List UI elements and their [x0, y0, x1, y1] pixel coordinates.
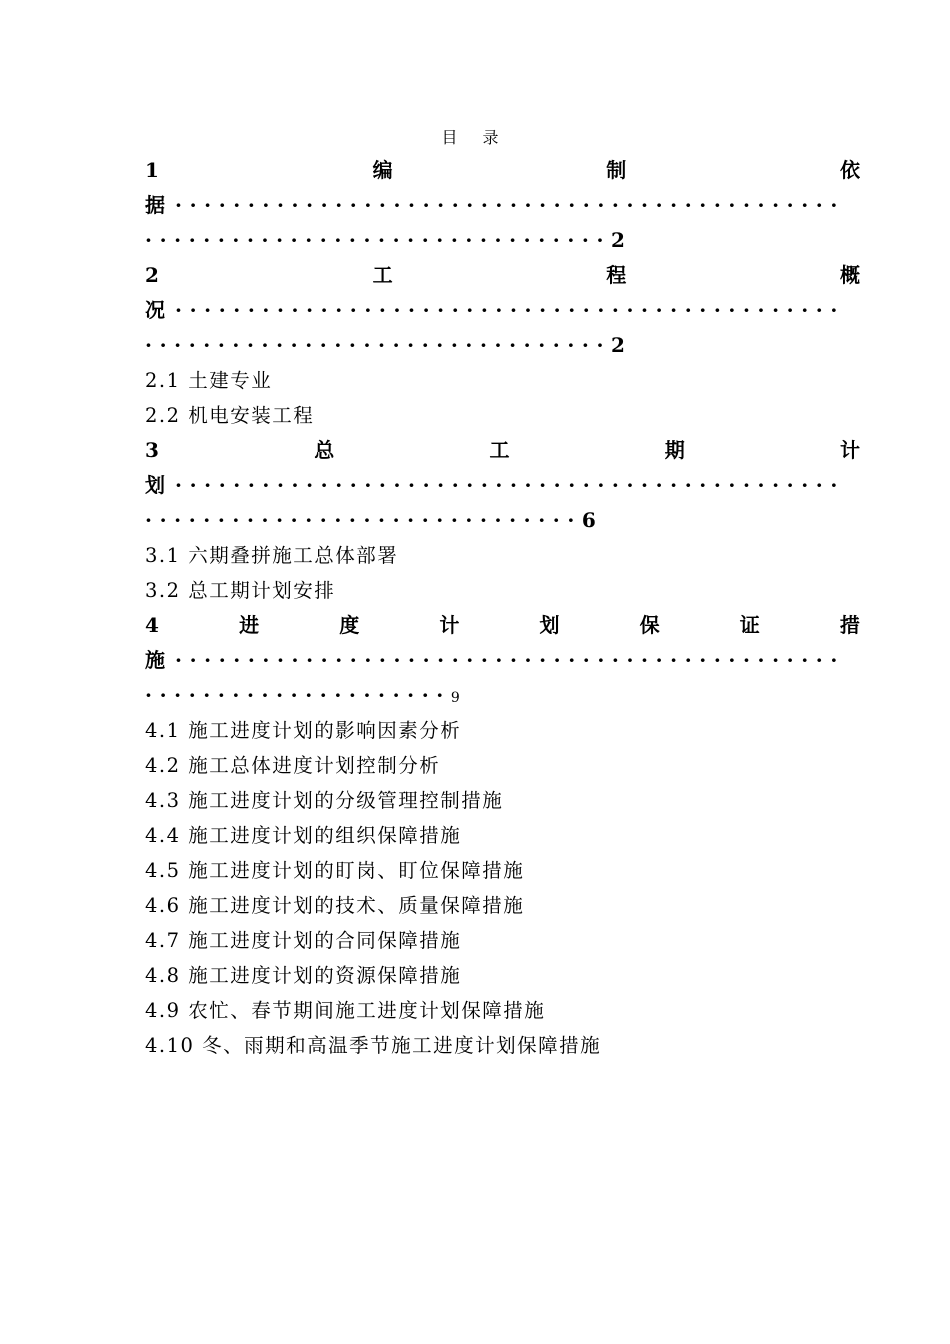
- page-number: 9: [450, 690, 460, 706]
- section-number: 1: [145, 158, 159, 182]
- toc-section-2-leader: [145, 293, 860, 328]
- section-title-char: 划: [539, 613, 560, 637]
- toc-subsection[interactable]: 4.5 施工进度计划的盯岗、盯位保障措施: [145, 859, 525, 882]
- toc-section-3-heading[interactable]: [145, 433, 860, 468]
- section-title-char: 计: [839, 438, 860, 462]
- dot-leader: ··············································: [175, 648, 845, 672]
- toc-subsection[interactable]: 4.8 施工进度计划的资源保障措施: [145, 964, 462, 987]
- toc-subsection[interactable]: 4.1 施工进度计划的影响因素分析: [145, 719, 462, 742]
- section-title-char: 期: [664, 438, 685, 462]
- section-title-char: 计: [439, 613, 460, 637]
- toc-section-1-heading[interactable]: [145, 153, 860, 188]
- section-title-tail: 据: [145, 193, 165, 217]
- toc-section-2-page-line: [145, 328, 860, 363]
- section-title-tail: 况: [145, 298, 165, 322]
- toc-subsection[interactable]: 4.2 施工总体进度计划控制分析: [145, 754, 441, 777]
- section-title-char: 度: [339, 613, 360, 637]
- section-title-char: 概: [839, 263, 860, 287]
- section-title-char: 工: [372, 263, 393, 287]
- toc-subsection[interactable]: 4.10 冬、雨期和高温季节施工进度计划保障措施: [145, 1034, 602, 1057]
- page-number: 2: [611, 333, 625, 357]
- section-title-char: 措: [839, 613, 860, 637]
- section-title-tail: 划: [145, 473, 165, 497]
- section-title-tail: 施: [145, 648, 165, 672]
- toc-title: 目 录: [441, 128, 509, 147]
- toc-section-4-heading[interactable]: [145, 608, 860, 643]
- section-title-char: 总: [314, 438, 335, 462]
- dot-leader: ································: [145, 228, 612, 252]
- toc-subsection[interactable]: 4.9 农忙、春节期间施工进度计划保障措施: [145, 999, 546, 1022]
- toc-section-1-page-line: [145, 223, 860, 258]
- dot-leader: ·····················: [145, 683, 451, 707]
- dot-leader: ································: [145, 333, 612, 357]
- toc-section-1-leader: [145, 188, 860, 223]
- toc-section-4-page-line: [145, 678, 860, 713]
- toc-subsection[interactable]: 4.6 施工进度计划的技术、质量保障措施: [145, 894, 525, 917]
- dot-leader: ··············································: [175, 473, 845, 497]
- section-title-char: 证: [739, 613, 760, 637]
- toc-section-4-leader: [145, 643, 860, 678]
- section-number: 4: [145, 613, 159, 637]
- section-title-char: 依: [839, 158, 860, 182]
- toc-subsection[interactable]: 3.2 总工期计划安排: [145, 579, 336, 602]
- section-title-char: 程: [606, 263, 627, 287]
- toc-subsection[interactable]: 4.3 施工进度计划的分级管理控制措施: [145, 789, 504, 812]
- page-number: 2: [611, 228, 625, 252]
- dot-leader: ··············································: [175, 193, 845, 217]
- toc-section-3-page-line: [145, 503, 860, 538]
- section-number: 3: [145, 438, 159, 462]
- section-title-char: 进: [239, 613, 260, 637]
- toc-subsection[interactable]: 2.2 机电安装工程: [145, 404, 315, 427]
- toc-subsection[interactable]: 3.1 六期叠拼施工总体部署: [145, 544, 399, 567]
- page-number: 6: [581, 508, 596, 532]
- section-title-char: 制: [606, 158, 627, 182]
- section-title-char: 编: [372, 158, 393, 182]
- dot-leader: ······························: [145, 508, 582, 532]
- toc-section-2-heading[interactable]: [145, 258, 860, 293]
- section-title-char: 工: [489, 438, 510, 462]
- toc-section-3-leader: [145, 468, 860, 503]
- toc-subsection[interactable]: 4.4 施工进度计划的组织保障措施: [145, 824, 462, 847]
- toc-subsection[interactable]: 2.1 土建专业: [145, 369, 273, 392]
- toc-subsection[interactable]: 4.7 施工进度计划的合同保障措施: [145, 929, 462, 952]
- section-number: 2: [145, 263, 159, 287]
- section-title-char: 保: [639, 613, 660, 637]
- dot-leader: ··············································: [175, 298, 845, 322]
